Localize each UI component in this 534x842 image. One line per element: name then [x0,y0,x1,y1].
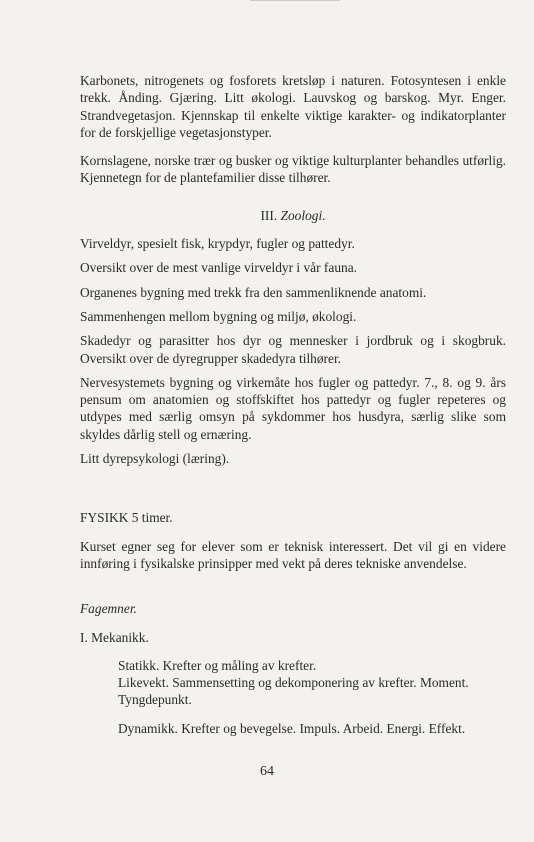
zoology-heading [80,207,506,224]
page-body [80,72,506,737]
zoology-paragraph: Organenes bygning med trekk fra den sammenliknende anatomi. [80,284,427,300]
mechanics-heading: I. Mekanikk. [80,629,149,645]
mechanics-item: Statikk. Krefter og måling av krefter. [118,657,317,673]
physics-intro: Kurset egner seg for elever som er teknisk interessert. Det vil gi en videre innføring i fysikalske prinsipper med vekt på deres tekniske anvendelse. [80,538,506,571]
zoology-paragraph: Virveldyr, spesielt fisk, krypdyr, fugler og pattedyr. [80,236,355,252]
page-number: 64 [260,764,274,779]
physics-heading: FYSIKK 5 timer. [80,510,173,526]
zoology-numeral: III. [260,207,278,223]
zoology-paragraph: Nervesystemets bygning og virkemåte hos fugler og pattedyr. 7., 8. og 9. års pensum om anatomien og stoffskiftet hos pattedyr og fugler repeteres og utdypes med særlig omsyn på sykdommer hos husdyra, særlig slike som skyldes dårlig stell og ernæring. [80,374,506,442]
top-edge-mark [250,0,340,1]
fagemner-label: Fagemner. [80,601,137,617]
zoology-paragraph: Sammenhengen mellom bygning og miljø, økologi. [80,308,357,324]
zoology-paragraph: Skadedyr og parasitter hos dyr og mennesker i jordbruk og i skogbruk. Oversikt over de dyregrupper skadedyra tilhører. [80,333,506,366]
zoology-paragraph: Oversikt over de mest vanlige virveldyr i vår fauna. [80,260,358,276]
mechanics-item: Likevekt. Sammensetting og dekomponering av krefter. Moment. Tyngdepunkt. [118,675,469,708]
zoology-title: Zoologi. [280,207,326,223]
botany-paragraph-2: Kornslagene, norske trær og busker og viktige kulturplanter behandles utførlig. Kjennetegn for de plantefamilier disse tilhører. [80,153,506,186]
botany-paragraph-1: Karbonets, nitrogenets og fosforets kretsløp i naturen. Fotosyntesen i enkle trekk. Ånding. Gjæring. Litt økologi. Lauvskog og barskog. Myr. Enger. Strandvegetasjon. Kjennskap til enkelte viktige karakter- og indikatorplanter for de forskjellige vegetasjonstyper. [80,73,506,140]
mechanics-item: Dynamikk. Krefter og bevegelse. Impuls. Arbeid. Energi. Effekt. [118,720,466,736]
zoology-paragraph: Litt dyrepsykologi (læring). [80,451,230,467]
